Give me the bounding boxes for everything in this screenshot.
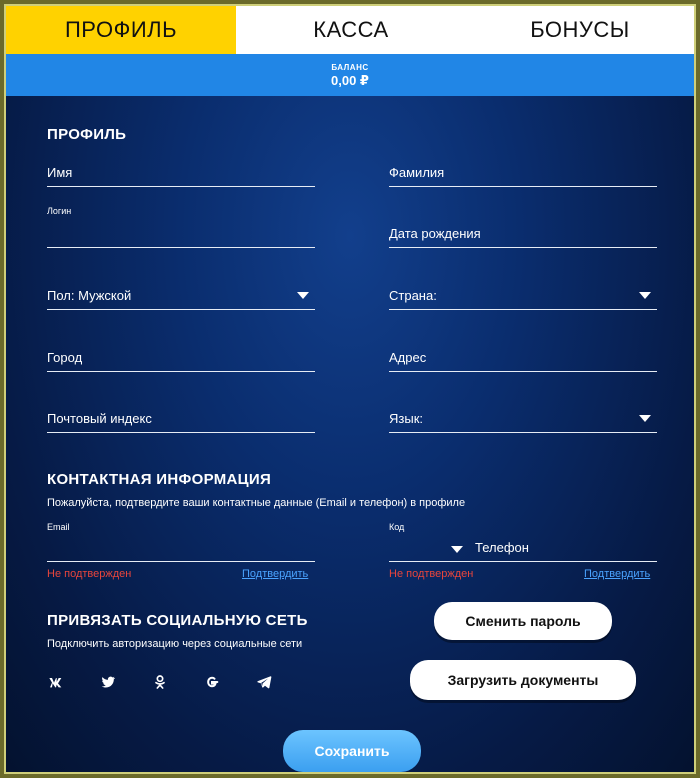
balance-label: БАЛАНС: [331, 63, 369, 72]
last-name-field[interactable]: [389, 151, 657, 187]
gender-label: Пол: Мужской: [47, 288, 132, 303]
contact-section-title: КОНТАКТНАЯ ИНФОРМАЦИЯ: [47, 471, 272, 488]
country-select[interactable]: [389, 274, 657, 310]
email-status: Не подтвержден: [47, 568, 132, 580]
email-label: Email: [47, 522, 70, 532]
phone-label: Телефон: [475, 540, 529, 555]
twitter-icon[interactable]: [98, 672, 118, 692]
profile-panel: [4, 4, 696, 774]
phone-code-select[interactable]: [389, 522, 469, 562]
tab-bar: [6, 6, 694, 54]
birth-date-field[interactable]: [389, 212, 657, 248]
first-name-field[interactable]: [47, 151, 315, 187]
address-field[interactable]: [389, 336, 657, 372]
odnoklassniki-icon[interactable]: [150, 672, 170, 692]
language-label: Язык:: [389, 411, 423, 426]
postal-code-label: Почтовый индекс: [47, 411, 152, 426]
save-button[interactable]: Сохранить: [283, 730, 421, 772]
tab-cashier[interactable]: КАССА: [313, 17, 389, 42]
login-field[interactable]: [47, 206, 315, 248]
phone-field[interactable]: [469, 522, 657, 562]
balance-value: 0,00 ₽: [331, 73, 369, 88]
chevron-down-icon: [639, 415, 651, 422]
phone-code-label: Код: [389, 522, 405, 532]
email-field[interactable]: [47, 522, 315, 562]
city-field[interactable]: [47, 336, 315, 372]
upload-documents-button[interactable]: Загрузить документы: [410, 660, 636, 700]
telegram-icon[interactable]: [254, 672, 274, 692]
email-verify-link[interactable]: Подтвердить: [242, 568, 309, 580]
birth-date-label: Дата рождения: [389, 226, 481, 241]
address-label: Адрес: [389, 350, 427, 365]
vk-icon[interactable]: [46, 672, 66, 692]
phone-status: Не подтвержден: [389, 568, 474, 580]
city-label: Город: [47, 350, 83, 365]
chevron-down-icon: [639, 292, 651, 299]
chevron-down-icon: [451, 546, 463, 553]
tab-profile[interactable]: ПРОФИЛЬ: [6, 6, 236, 54]
tab-bonuses[interactable]: БОНУСЫ: [530, 17, 630, 42]
google-icon[interactable]: [202, 672, 222, 692]
last-name-label: Фамилия: [389, 165, 445, 180]
contact-hint: Пожалуйста, подтвердите ваши контактные данные (Email и телефон) в профиле: [47, 497, 466, 509]
gender-select[interactable]: [47, 274, 315, 310]
postal-code-field[interactable]: [47, 397, 315, 433]
social-hint: Подключить авторизацию через социальные сети: [47, 638, 303, 650]
first-name-label: Имя: [47, 165, 73, 180]
login-label: Логин: [47, 206, 72, 216]
profile-section-title: ПРОФИЛЬ: [47, 126, 127, 143]
country-label: Страна:: [389, 288, 437, 303]
phone-verify-link[interactable]: Подтвердить: [584, 568, 651, 580]
change-password-button[interactable]: Сменить пароль: [434, 602, 612, 640]
language-select[interactable]: [389, 397, 657, 433]
social-section-title: ПРИВЯЗАТЬ СОЦИАЛЬНУЮ СЕТЬ: [47, 612, 308, 629]
balance-bar: [6, 54, 694, 96]
chevron-down-icon: [297, 292, 309, 299]
